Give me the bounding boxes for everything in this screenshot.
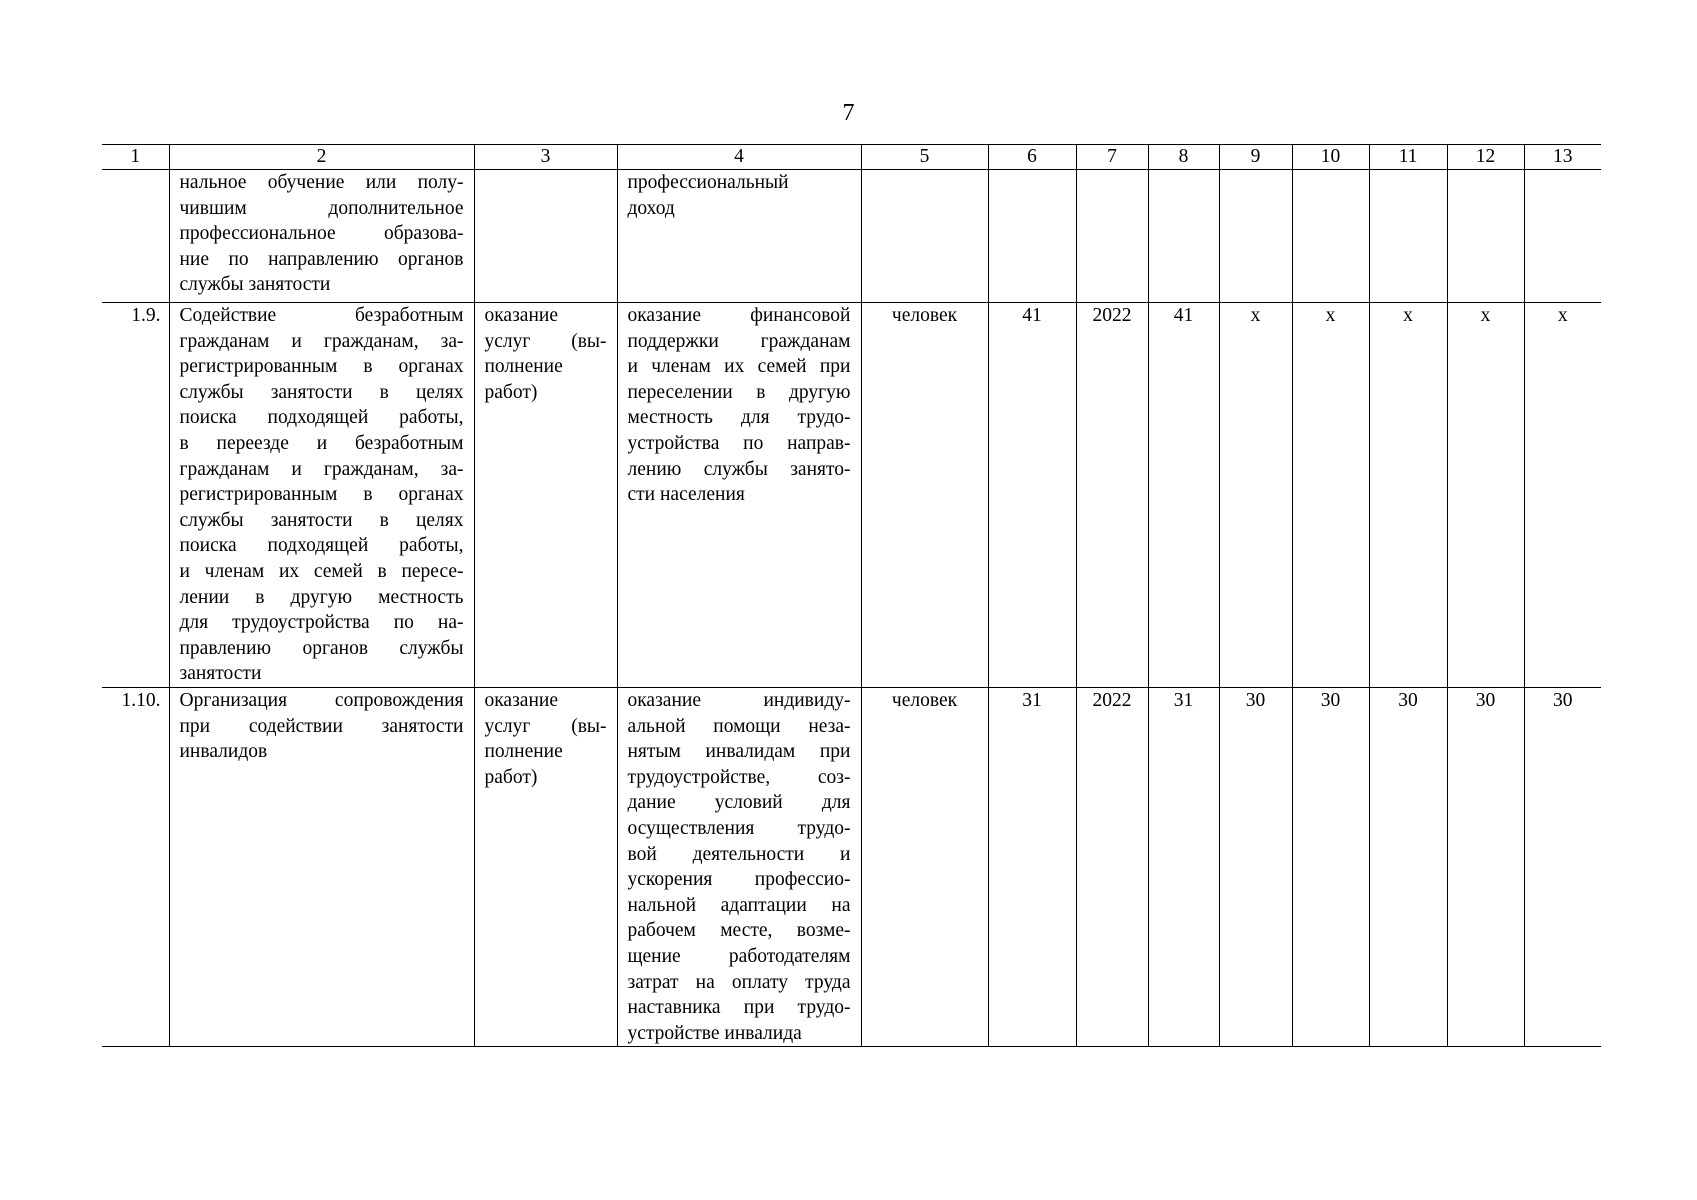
value-cell-13: 30 xyxy=(1524,688,1601,1047)
work-content-line: альной помощи неза- xyxy=(627,715,851,737)
work-content-line: наставника при трудо- xyxy=(627,997,851,1019)
table-row xyxy=(102,170,1601,303)
work-content-line: и членам их семей при xyxy=(627,356,851,378)
work-content-line: затрат на оплату труда xyxy=(627,971,851,993)
value-cell-8: 31 xyxy=(1148,688,1219,1047)
work-content xyxy=(617,688,861,1047)
work-content-line: нальной адаптации на xyxy=(627,894,851,916)
work-content-line: оказание индивиду- xyxy=(627,690,851,711)
indicator-name-line: ние по направлению органов xyxy=(179,248,464,270)
work-content xyxy=(617,303,861,688)
work-content-line: рабочем месте, возме- xyxy=(627,920,851,942)
value-cell-12 xyxy=(1447,170,1524,303)
indicator-name-line: занятости xyxy=(179,663,262,685)
unit-cell: человек xyxy=(861,303,988,688)
work-content-line: поддержки гражданам xyxy=(627,330,851,352)
indicator-name-line: службы занятости xyxy=(179,274,331,296)
column-number-row xyxy=(102,145,1601,170)
work-content-line: местность для трудо- xyxy=(627,407,851,429)
work-type-line: полнение xyxy=(484,741,563,763)
value-cell-13 xyxy=(1524,170,1601,303)
indicator-name-line: для трудоустройства по на- xyxy=(179,612,464,634)
indicator-name-line: при содействии занятости xyxy=(179,715,464,737)
indicator-name-line: правлению органов службы xyxy=(179,637,464,659)
col-header-9: 9 xyxy=(1219,145,1292,170)
work-content-line: оказание финансовой xyxy=(627,305,851,326)
work-content-line: профессиональный xyxy=(627,172,789,193)
value-cell-9: 30 xyxy=(1219,688,1292,1047)
indicator-name-line: регистрированным в органах xyxy=(179,484,464,506)
indicator-name-line: службы занятости в целях xyxy=(179,509,464,531)
row-number: 1.10. xyxy=(102,688,169,1047)
value-cell-6: 31 xyxy=(988,688,1076,1047)
work-content-line: осуществления трудо- xyxy=(627,817,851,839)
work-content-line: щение работодателям xyxy=(627,945,851,967)
col-header-8: 8 xyxy=(1148,145,1219,170)
indicator-name-line: поиска подходящей работы, xyxy=(179,535,464,557)
work-type-line: работ) xyxy=(484,766,538,788)
work-content-line: переселении в другую xyxy=(627,381,851,403)
col-header-4: 4 xyxy=(617,145,861,170)
col-header-7: 7 xyxy=(1076,145,1148,170)
work-content-line: ускорения профессио- xyxy=(627,869,851,891)
work-content-line: дание условий для xyxy=(627,792,851,814)
indicator-name-line: поиска подходящей работы, xyxy=(179,407,464,429)
indicator-name-line: лении в другую местность xyxy=(179,586,464,608)
work-type-line: оказание xyxy=(484,690,558,711)
work-type xyxy=(474,688,617,1047)
col-header-6: 6 xyxy=(988,145,1076,170)
page-number: 7 xyxy=(842,100,855,126)
col-header-11: 11 xyxy=(1369,145,1447,170)
indicator-name-line: в переезде и безработным xyxy=(179,432,464,454)
work-type-line: услуг (вы- xyxy=(484,715,607,737)
indicator-name-line: нальное обучение или полу- xyxy=(179,172,464,193)
indicator-name-line: профессиональное образова- xyxy=(179,223,464,245)
work-content-line: доход xyxy=(627,197,675,219)
table-row xyxy=(102,303,1601,688)
col-header-13: 13 xyxy=(1524,145,1601,170)
col-header-12: 12 xyxy=(1447,145,1524,170)
value-cell-9: х xyxy=(1219,303,1292,688)
work-content xyxy=(617,170,861,303)
indicator-name-line: и членам их семей в пересе- xyxy=(179,560,464,582)
work-content-line: нятым инвалидам при xyxy=(627,741,851,763)
indicator-name xyxy=(169,170,474,303)
work-content-line: устройства по направ- xyxy=(627,432,851,454)
col-header-10: 10 xyxy=(1292,145,1369,170)
value-cell-13: х xyxy=(1524,303,1601,688)
value-cell-7 xyxy=(1076,170,1148,303)
value-cell-10: 30 xyxy=(1292,688,1369,1047)
work-type-line: оказание xyxy=(484,305,558,326)
value-cell-12: 30 xyxy=(1447,688,1524,1047)
value-cell-6 xyxy=(988,170,1076,303)
value-cell-9 xyxy=(1219,170,1292,303)
work-content-line: сти населения xyxy=(627,484,745,506)
row-number: 1.9. xyxy=(102,303,169,688)
col-header-1: 1 xyxy=(102,145,169,170)
value-cell-6: 41 xyxy=(988,303,1076,688)
value-cell-7: 2022 xyxy=(1076,688,1148,1047)
work-content-line: вой деятельности и xyxy=(627,843,851,865)
table-row xyxy=(102,688,1601,1047)
value-cell-11: х xyxy=(1369,303,1447,688)
value-cell-7: 2022 xyxy=(1076,303,1148,688)
value-cell-12: х xyxy=(1447,303,1524,688)
indicator-name-line: гражданам и гражданам, за- xyxy=(179,330,464,352)
value-cell-8: 41 xyxy=(1148,303,1219,688)
indicator-name-line: Содействие безработным xyxy=(179,305,464,326)
work-type xyxy=(474,170,617,303)
work-type-line: полнение xyxy=(484,356,563,378)
value-cell-10 xyxy=(1292,170,1369,303)
unit-cell xyxy=(861,170,988,303)
indicator-name xyxy=(169,688,474,1047)
indicator-name-line: Организация сопровождения xyxy=(179,690,464,711)
row-number xyxy=(102,170,169,303)
indicator-name-line: регистрированным в органах xyxy=(179,356,464,378)
indicator-name-line: чившим дополнительное xyxy=(179,197,464,219)
work-content-line: лению службы занято- xyxy=(627,458,851,480)
value-cell-11: 30 xyxy=(1369,688,1447,1047)
indicators-table xyxy=(102,144,1601,1047)
indicator-name-line: гражданам и гражданам, за- xyxy=(179,458,464,480)
value-cell-8 xyxy=(1148,170,1219,303)
value-cell-11 xyxy=(1369,170,1447,303)
unit-cell: человек xyxy=(861,688,988,1047)
work-content-line: устройстве инвалида xyxy=(627,1022,802,1044)
indicator-name-line: инвалидов xyxy=(179,741,268,763)
indicator-name xyxy=(169,303,474,688)
col-header-5: 5 xyxy=(861,145,988,170)
col-header-3: 3 xyxy=(474,145,617,170)
work-type-line: услуг (вы- xyxy=(484,330,607,352)
indicator-name-line: службы занятости в целях xyxy=(179,381,464,403)
work-type-line: работ) xyxy=(484,381,538,403)
col-header-2: 2 xyxy=(169,145,474,170)
work-content-line: трудоустройстве, соз- xyxy=(627,766,851,788)
value-cell-10: х xyxy=(1292,303,1369,688)
work-type xyxy=(474,303,617,688)
